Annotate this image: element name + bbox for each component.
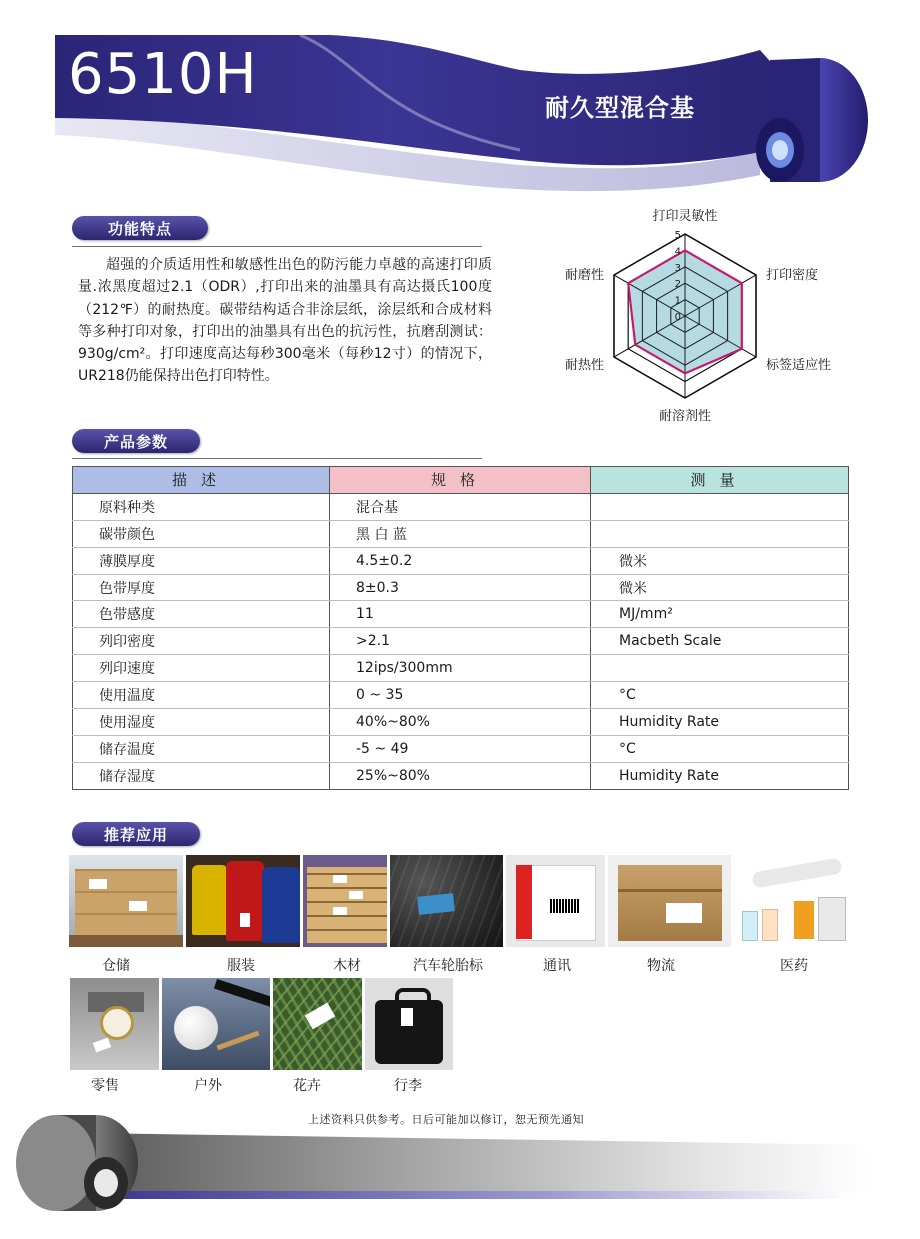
app-label-tire: 汽车轮胎标 bbox=[413, 958, 483, 974]
app-label-lumber: 木材 bbox=[333, 958, 361, 974]
radar-axis-label: 耐磨性 bbox=[564, 268, 604, 283]
spec-name: 储存温度 bbox=[73, 735, 330, 762]
spec-value: 黑 白 蓝 bbox=[330, 520, 591, 547]
performance-radar-chart bbox=[545, 185, 875, 440]
radar-tick-label: 3 bbox=[674, 262, 681, 274]
spec-value: 混合基 bbox=[330, 493, 591, 520]
radar-tick-label: 2 bbox=[674, 279, 681, 291]
spec-value: 12ips/300mm bbox=[330, 655, 591, 682]
logistics-photo bbox=[608, 855, 731, 947]
spec-value: 25%~80% bbox=[330, 762, 591, 789]
app-label-apparel: 服装 bbox=[227, 958, 255, 974]
spec-value: >2.1 bbox=[330, 628, 591, 655]
medical-photo bbox=[734, 855, 852, 947]
features-section-title: 功能特点 bbox=[72, 216, 208, 240]
spec-unit: Humidity Rate bbox=[591, 709, 849, 736]
spec-unit: MJ/mm² bbox=[591, 601, 849, 628]
spec-unit bbox=[591, 520, 849, 547]
table-row bbox=[73, 520, 849, 547]
model-code: 6510H bbox=[68, 42, 258, 107]
table-row bbox=[73, 547, 849, 574]
spec-value: 8±0.3 bbox=[330, 574, 591, 601]
spec-unit: °C bbox=[591, 682, 849, 709]
table-row bbox=[73, 493, 849, 520]
table-row bbox=[73, 655, 849, 682]
app-label-logistics: 物流 bbox=[647, 958, 675, 974]
retail-photo bbox=[70, 978, 159, 1070]
spec-header-row bbox=[73, 467, 849, 494]
radar-axis-label: 打印密度 bbox=[766, 268, 819, 283]
spec-name: 列印密度 bbox=[73, 628, 330, 655]
product-subtitle: 耐久型混合基 bbox=[545, 94, 695, 122]
lumber-photo bbox=[303, 855, 387, 947]
spec-header-description: 描述 bbox=[73, 467, 330, 494]
radar-axis-label: 耐溶剂性 bbox=[658, 409, 712, 424]
app-label-telecom: 通讯 bbox=[543, 958, 571, 974]
apps-section-title: 推荐应用 bbox=[72, 822, 200, 846]
app-label-warehouse: 仓储 bbox=[102, 958, 130, 974]
table-row bbox=[73, 762, 849, 789]
warehouse-photo bbox=[69, 855, 183, 947]
table-row bbox=[73, 574, 849, 601]
spec-unit: 微米 bbox=[591, 547, 849, 574]
flowers-photo bbox=[273, 978, 362, 1070]
spec-name: 色带感度 bbox=[73, 601, 330, 628]
telecom-photo bbox=[506, 855, 605, 947]
spec-name: 列印速度 bbox=[73, 655, 330, 682]
spec-unit: 微米 bbox=[591, 574, 849, 601]
params-section-title: 产品参数 bbox=[72, 429, 200, 453]
spec-value: 0 ~ 35 bbox=[330, 682, 591, 709]
spec-header-specification: 规格 bbox=[330, 467, 591, 494]
spec-table bbox=[72, 466, 849, 790]
radar-axis-label: 耐热性 bbox=[564, 358, 604, 373]
radar-tick-label: 4 bbox=[674, 246, 681, 258]
tire-photo bbox=[390, 855, 503, 947]
table-row bbox=[73, 735, 849, 762]
radar-tick-label: 1 bbox=[674, 295, 681, 307]
table-row bbox=[73, 709, 849, 736]
spec-name: 原料种类 bbox=[73, 493, 330, 520]
table-row bbox=[73, 682, 849, 709]
table-row bbox=[73, 601, 849, 628]
radar-axis-label: 标签适应性 bbox=[766, 358, 832, 373]
params-divider bbox=[72, 458, 482, 459]
spec-name: 色带厚度 bbox=[73, 574, 330, 601]
footer-ribbon-graphic bbox=[0, 1105, 920, 1215]
spec-name: 薄膜厚度 bbox=[73, 547, 330, 574]
outdoor-photo bbox=[162, 978, 270, 1070]
spec-unit: °C bbox=[591, 735, 849, 762]
spec-name: 使用温度 bbox=[73, 682, 330, 709]
apparel-photo bbox=[186, 855, 300, 947]
radar-axis-label: 打印灵敏性 bbox=[652, 209, 718, 224]
luggage-photo bbox=[365, 978, 453, 1070]
spec-value: 4.5±0.2 bbox=[330, 547, 591, 574]
spec-unit: Humidity Rate bbox=[591, 762, 849, 789]
spec-name: 碳带颜色 bbox=[73, 520, 330, 547]
table-row bbox=[73, 628, 849, 655]
app-label-flowers: 花卉 bbox=[293, 1078, 321, 1094]
spec-value: 40%~80% bbox=[330, 709, 591, 736]
spec-header-measure: 测量 bbox=[591, 467, 849, 494]
spec-name: 储存湿度 bbox=[73, 762, 330, 789]
features-paragraph: 超强的介质适用性和敏感性出色的防污能力卓越的高速打印质量.浓黑度超过2.1（ODR）,打印出来的油墨具有高达摄氏100度（212℉）的耐热度。碳带结构适合非涂层纸，涂层纸和合成材料等多种打印对象，打印出的油墨具有出色的抗污性，抗磨刮测试：930g/cm²。打印速度高达每秒300毫米（每秒12寸）的情况下，UR218仍能保持出色打印特性。 bbox=[78, 257, 492, 385]
radar-tick-label: 5 bbox=[674, 230, 681, 241]
spec-value: -5 ~ 49 bbox=[330, 735, 591, 762]
app-label-outdoor: 户外 bbox=[194, 1078, 222, 1094]
radar-tick-label: 0 bbox=[674, 312, 681, 323]
app-label-luggage: 行李 bbox=[394, 1078, 422, 1094]
spec-value: 11 bbox=[330, 601, 591, 628]
disclaimer-note: 上述资料只供参考。日后可能加以修订，恕无预先通知 bbox=[308, 1113, 584, 1126]
spec-unit bbox=[591, 655, 849, 682]
spec-name: 使用湿度 bbox=[73, 709, 330, 736]
features-text bbox=[78, 254, 492, 388]
features-divider bbox=[72, 246, 482, 247]
app-label-medical: 医药 bbox=[780, 958, 808, 974]
app-label-retail: 零售 bbox=[91, 1078, 119, 1094]
spec-unit: Macbeth Scale bbox=[591, 628, 849, 655]
spec-unit bbox=[591, 493, 849, 520]
